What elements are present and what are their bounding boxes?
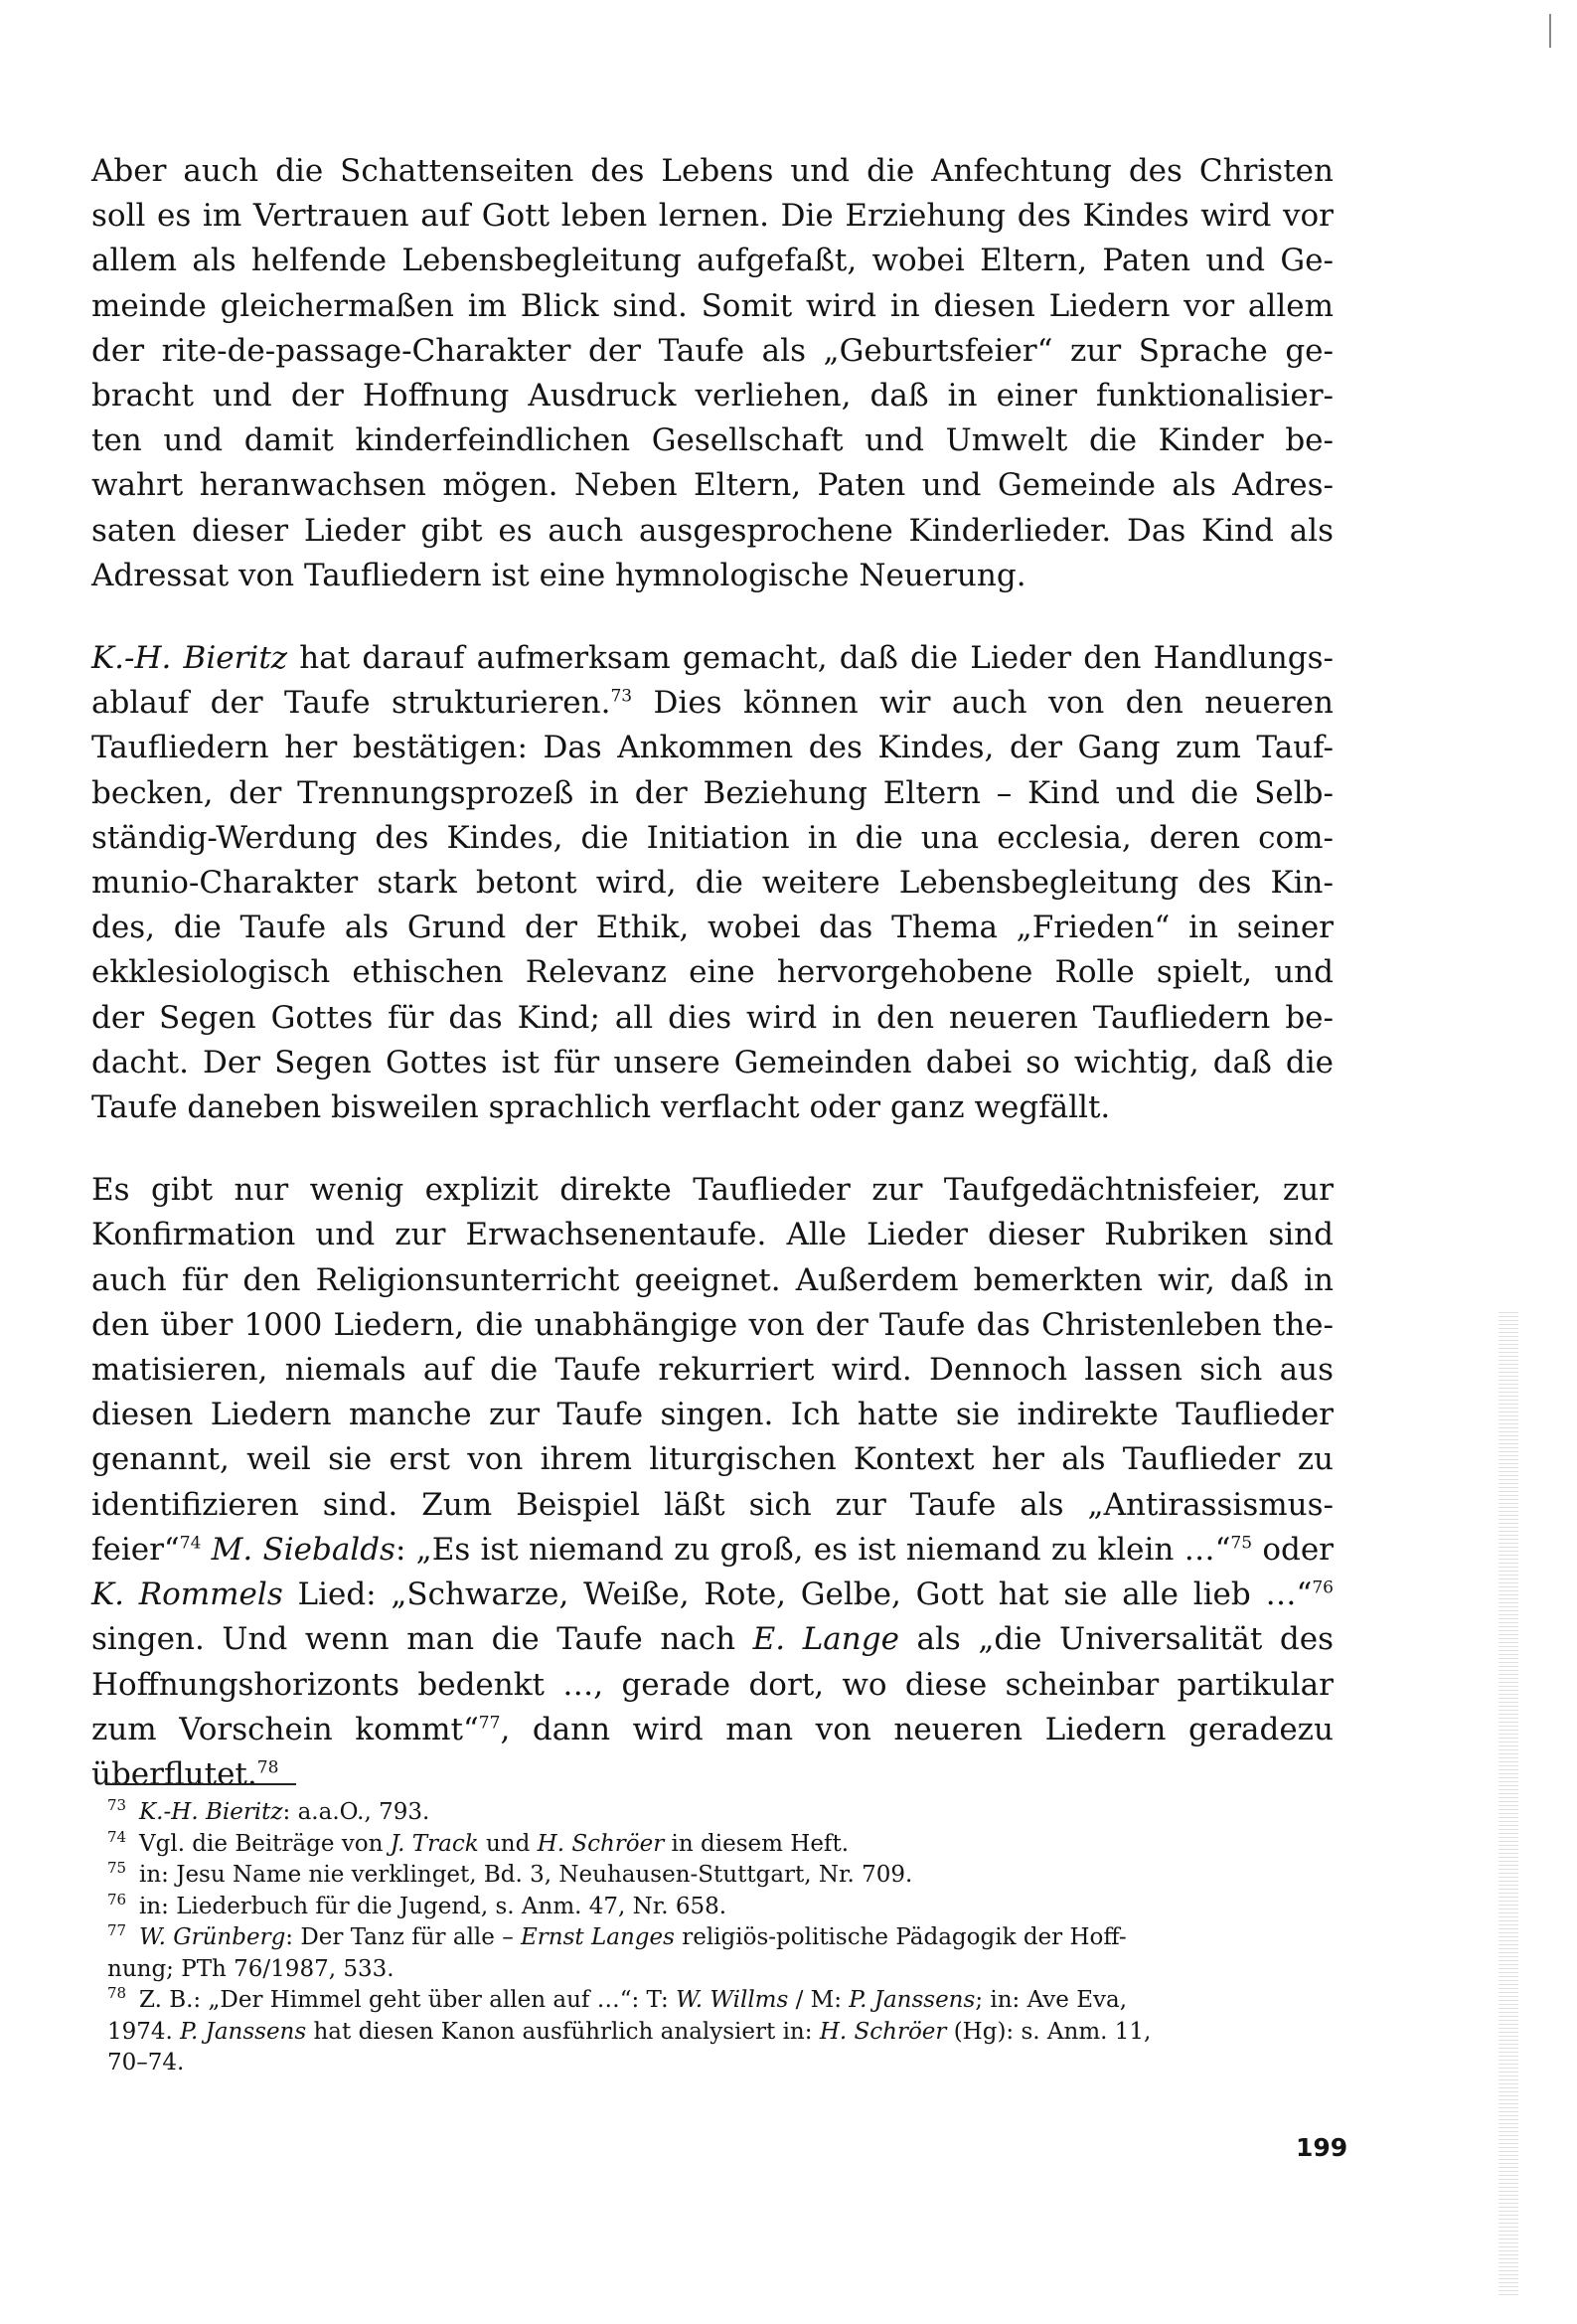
paragraph-2	[91, 636, 1334, 1130]
text-line: Konﬁrmation und zur Erwachsenentaufe. Alle Lieder dieser Rubriken sind	[91, 1217, 1334, 1253]
text-line: Adressat von Tauﬂiedern ist eine hymnologische Neuerung.	[91, 557, 1026, 593]
text-fragment: ablauf der Taufe strukturieren.	[91, 685, 611, 722]
text-line	[91, 636, 1334, 681]
scan-edge-mark	[1549, 14, 1551, 48]
text-line: bracht und der Hoffnung Ausdruck verliehen, daß in einer funktionalisier-	[91, 378, 1334, 415]
text-line: soll es im Vertrauen auf Gott leben lernen. Die Erziehung des Kindes wird vor	[91, 198, 1334, 235]
footnote-74: 74 Vgl. die Beiträge von J. Track und H. Schröer in diesem Heft.	[107, 1827, 850, 1857]
author-name: H. Schröer	[819, 2018, 947, 2045]
text-line: ekklesiologisch ethischen Relevanz eine hervorgehobene Rolle spielt, und	[91, 954, 1334, 991]
scan-edge-shadow	[1498, 1312, 1518, 2296]
footnote-text: Vgl. die Beiträge von	[139, 1830, 391, 1857]
text-line: genannt, weil sie erst von ihrem liturgischen Kontext her als Tauﬂieder zu	[91, 1441, 1334, 1478]
text-fragment: , dann wird man von neueren Liedern geradezu	[500, 1711, 1334, 1747]
text-line: des, die Taufe als Grund der Ethik, wobei das Thema „Frieden“ in seiner	[91, 910, 1334, 946]
text-line	[91, 1528, 1334, 1573]
text-fragment: zum Vorschein kommt“	[91, 1711, 479, 1747]
paragraph-1	[91, 149, 1334, 598]
text-line: dacht. Der Segen Gottes ist für unsere Gemeinden dabei so wichtig, daß die	[91, 1044, 1334, 1080]
footnote-78-continued	[107, 2017, 1349, 2049]
text-line: diesen Liedern manche zur Taufe singen. Ich hatte sie indirekte Tauﬂieder	[91, 1397, 1334, 1433]
text-line: der Segen Gottes für das Kind; all dies wird in den neueren Tauﬂiedern be-	[91, 999, 1334, 1036]
text-line	[91, 1617, 1334, 1662]
footnote-text: : a.a.O., 793.	[282, 1799, 430, 1825]
author-name: P. Janssens	[849, 1987, 976, 2013]
text-line: Tauﬂiedern her bestätigen: Das Ankommen des Kindes, der Gang zum Tauf-	[91, 730, 1334, 766]
text-line: den über 1000 Liedern, die unabhängige von der Taufe das Christenleben the-	[91, 1306, 1334, 1343]
footnote-ref: 75	[1230, 1533, 1253, 1554]
footnote-78: 78 Z. B.: „Der Himmel geht über allen auf …“: T: W. Willms / M: P. Janssens; in: Ave Eva,	[107, 1984, 1128, 2013]
footnote-divider	[105, 1783, 296, 1785]
text-fragment: oder	[1252, 1531, 1334, 1568]
text-line: Aber auch die Schattenseiten des Lebens und die Anfechtung des Christen	[91, 153, 1334, 189]
footnote-text: / M:	[788, 1987, 850, 2013]
text-line	[91, 681, 1334, 726]
author-name: K.-H. Bieritz	[91, 640, 288, 677]
text-line: der rite-de-passage-Charakter der Taufe als „Geburtsfeier“ zur Sprache ge-	[91, 332, 1334, 369]
footnote-text: hat diesen Kanon ausführlich analysiert in:	[306, 2018, 820, 2045]
text-line: auch für den Religionsunterricht geeignet. Außerdem bemerkten wir, daß in	[91, 1261, 1334, 1298]
text-fragment: feier“	[91, 1531, 180, 1568]
author-name: P. Janssens	[180, 2018, 307, 2045]
text-fragment: singen. Und wenn man die Taufe nach	[91, 1621, 753, 1658]
footnote-ref: 76	[1312, 1577, 1334, 1598]
footnote-77: 77 W. Grünberg: Der Tanz für alle – Ernst Langes religiös-politische Pädagogik der Hoff-	[107, 1921, 1127, 1950]
author-name: K.-H. Bieritz	[139, 1799, 283, 1825]
footnote-text: religiös-politische Pädagogik der Hoff-	[674, 1924, 1127, 1950]
text-line	[91, 1573, 1334, 1617]
author-name: H. Schröer	[537, 1830, 665, 1857]
footnote-73: 73 K.-H. Bieritz: a.a.O., 793.	[107, 1796, 430, 1825]
footnote-text: in diesem Heft.	[664, 1830, 850, 1857]
footnote-75: 75 in: Jesu Name nie verklinget, Bd. 3, Neuhausen-Stuttgart, Nr. 709.	[107, 1859, 913, 1888]
text-line: Hoffnungshorizonts bedenkt …, gerade dort, wo diese scheinbar partikular	[91, 1666, 1334, 1703]
footnote-78-continued-2: 70–74.	[107, 2050, 185, 2075]
text-line: meinde gleichermaßen im Blick sind. Somit wird in diesen Liedern vor allem	[91, 287, 1334, 324]
text-line: ten und damit kinderfeindlichen Gesellschaft und Umwelt die Kinder be-	[91, 422, 1334, 459]
text-fragment: hat darauf aufmerksam gemacht, daß die Lieder den Handlungs-	[287, 640, 1334, 677]
footnotes	[107, 1797, 1349, 2079]
text-line: Taufe daneben bisweilen sprachlich verﬂacht oder ganz wegfällt.	[91, 1089, 1111, 1126]
paragraph-3	[91, 1168, 1334, 1797]
page-number: 199	[1296, 2133, 1348, 2162]
text-line: becken, der Trennungsprozeß in der Beziehung Eltern – Kind und die Selb-	[91, 774, 1334, 811]
author-name: E. Lange	[752, 1621, 899, 1658]
footnote-text: und	[478, 1830, 538, 1857]
footnote-text: : Der Tanz für alle –	[285, 1924, 522, 1950]
footnote-text: ; in: Ave Eva,	[975, 1987, 1128, 2013]
author-name: M. Siebalds	[201, 1531, 395, 1568]
footnote-77-continued: nung; PTh 76/1987, 533.	[107, 1955, 394, 1982]
footnote-text: Z. B.: „Der Himmel geht über allen auf …“: T:	[139, 1987, 677, 2013]
text-line: wahrt heranwachsen mögen. Neben Eltern, Paten und Gemeinde als Adres-	[91, 467, 1334, 504]
author-name: K. Rommels	[91, 1577, 283, 1613]
footnote-text: in: Jesu Name nie verklinget, Bd. 3, Neuhausen-Stuttgart, Nr. 709.	[139, 1862, 913, 1888]
text-line: ständig-Werdung des Kindes, die Initiation in die una ecclesia, deren com-	[91, 819, 1334, 856]
footnote-76: 76 in: Liederbuch für die Jugend, s. Anm. 47, Nr. 658.	[107, 1890, 727, 1919]
text-line	[91, 1708, 1334, 1752]
text-line: allem als helfende Lebensbegleitung aufgefaßt, wobei Eltern, Paten und Ge-	[91, 243, 1334, 279]
text-line: matisieren, niemals auf die Taufe rekurriert wird. Dennoch lassen sich aus	[91, 1352, 1334, 1389]
footnote-text: (Hg): s. Anm. 11,	[946, 2018, 1152, 2045]
body-text	[91, 149, 1334, 1835]
text-line: saten dieser Lieder gibt es auch ausgesprochene Kinderlieder. Das Kind als	[91, 512, 1334, 549]
author-name: W. Grünberg	[139, 1924, 286, 1950]
footnote-ref: 77	[478, 1713, 501, 1734]
footnote-ref: 73	[610, 686, 633, 707]
footnote-text: 1974.	[107, 2018, 181, 2045]
author-name: W. Willms	[676, 1987, 789, 2013]
text-line: identiﬁzieren sind. Zum Beispiel läßt sich zur Taufe als „Antirassismus-	[91, 1486, 1334, 1523]
text-line: Es gibt nur wenig explizit direkte Tauﬂieder zur Taufgedächtnisfeier, zur	[91, 1172, 1334, 1209]
text-fragment: Dies können wir auch von den neueren	[632, 685, 1334, 722]
text-fragment: : „Es ist niemand zu groß, es ist niemand zu klein …“	[394, 1531, 1231, 1568]
footnote-text: in: Liederbuch für die Jugend, s. Anm. 47, Nr. 658.	[139, 1893, 727, 1919]
footnote-ref: 74	[179, 1533, 202, 1554]
author-name: Ernst Langes	[521, 1924, 675, 1950]
text-fragment: Lied: „Schwarze, Weiße, Rote, Gelbe, Gott hat sie alle lieb …“	[282, 1577, 1313, 1613]
text-line: munio-Charakter stark betont wird, die weitere Lebensbegleitung des Kin-	[91, 865, 1334, 902]
text-fragment: als „die Universalität des	[898, 1621, 1335, 1658]
footnote-ref: 78	[256, 1757, 279, 1778]
text-line	[91, 1752, 1334, 1797]
text-fragment: überﬂutet.	[91, 1755, 257, 1792]
author-name: J. Track	[390, 1830, 479, 1857]
